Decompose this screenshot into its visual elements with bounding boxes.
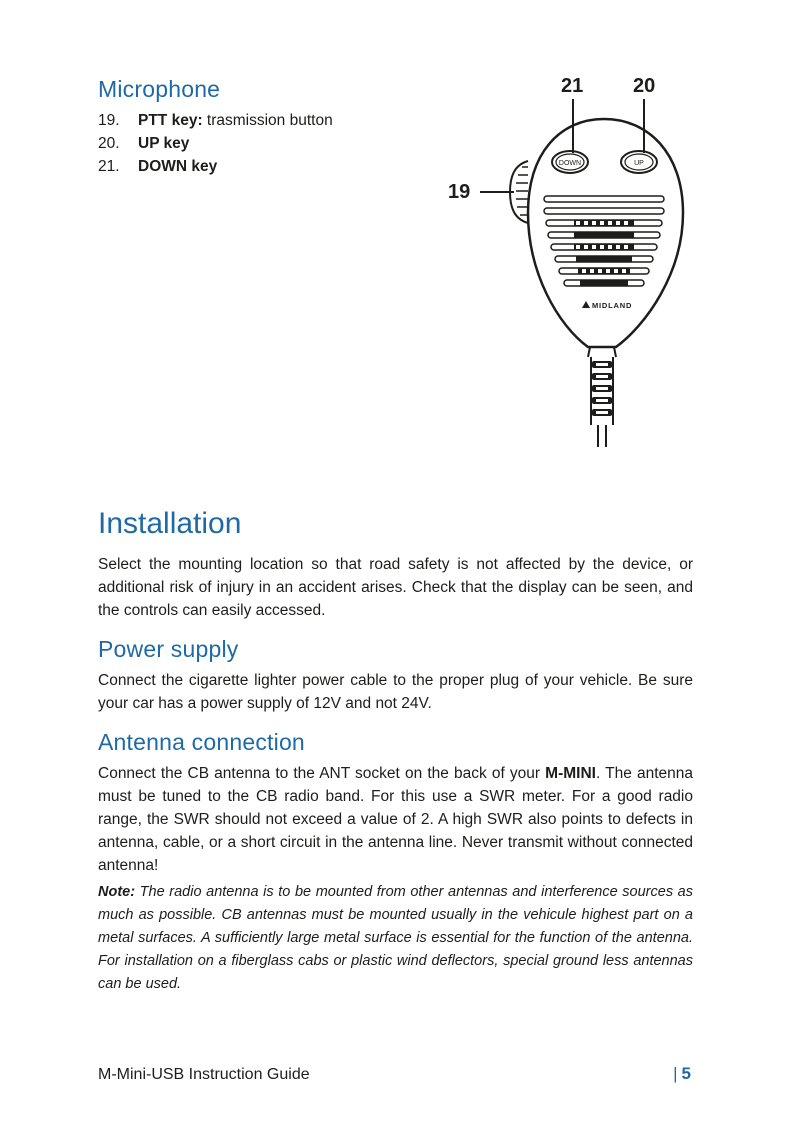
item-description: trasmission button: [202, 112, 333, 129]
list-item: [98, 109, 333, 132]
microphone-heading: Microphone: [98, 76, 221, 102]
note-label: Note:: [98, 884, 136, 900]
antenna-text-part: Connect the CB antenna to the ANT socket on the back of your: [98, 765, 546, 782]
item-key: DOWN key: [138, 158, 218, 175]
brand-label: MIDLAND: [592, 301, 633, 310]
page-number-value: 5: [681, 1064, 691, 1083]
item-number: 21.: [98, 158, 120, 175]
callout-20: 20: [633, 75, 656, 97]
item-number: 19.: [98, 112, 120, 129]
power-supply-text: Connect the cigarette lighter power cable to the proper plug of your vehicle. Be sure your car has a power supply of 12V and not 24V.: [98, 672, 693, 712]
callout-21: 21: [561, 75, 584, 97]
list-item: [98, 155, 333, 178]
power-supply-heading: Power supply: [98, 636, 239, 662]
list-item: [98, 132, 333, 155]
microphone-illustration: [470, 95, 700, 455]
antenna-text-part: . The antenna must be tuned to the CB radio band. For this use a SWR meter. For a good radio range, the SWR should not exceed a value of 2. A high SWR also points to defects in antenna, cable, or a short circuit in the antenna line. Never transmit without connected antenna!: [98, 765, 693, 874]
footer-guide-title: M-Mini-USB Instruction Guide: [98, 1066, 310, 1083]
item-number: 20.: [98, 135, 120, 152]
installation-heading: Installation: [98, 507, 242, 540]
microphone-key-list: [98, 109, 333, 178]
model-name: M-MINI: [545, 765, 596, 782]
callout-19: 19: [448, 181, 471, 203]
brand-logo-mark: [582, 301, 590, 308]
page-number: [673, 1064, 691, 1084]
up-key-label: UP: [634, 160, 644, 167]
antenna-note: [98, 881, 693, 996]
page-separator: |: [673, 1064, 678, 1083]
item-key: UP key: [138, 135, 190, 152]
antenna-heading: Antenna connection: [98, 729, 305, 755]
antenna-text: [98, 762, 693, 877]
note-text: The radio antenna is to be mounted from other antennas and interference sources as much as possible. CB antennas must be mounted usually in the vehicule highest part on a metal surfaces. A sufficiently large metal surface is essential for the function of the antenna. For installation on a fiberglass cabs or plastic wind deflectors, special ground less antennas can be used.: [98, 884, 693, 992]
down-key-label: DOWN: [558, 160, 582, 167]
installation-text: Select the mounting location so that road safety is not affected by the device, or additional risk of injury in an accident arises. Check that the display can be seen, and the controls can easily accessed.: [98, 556, 693, 619]
item-key: PTT key:: [138, 112, 203, 129]
